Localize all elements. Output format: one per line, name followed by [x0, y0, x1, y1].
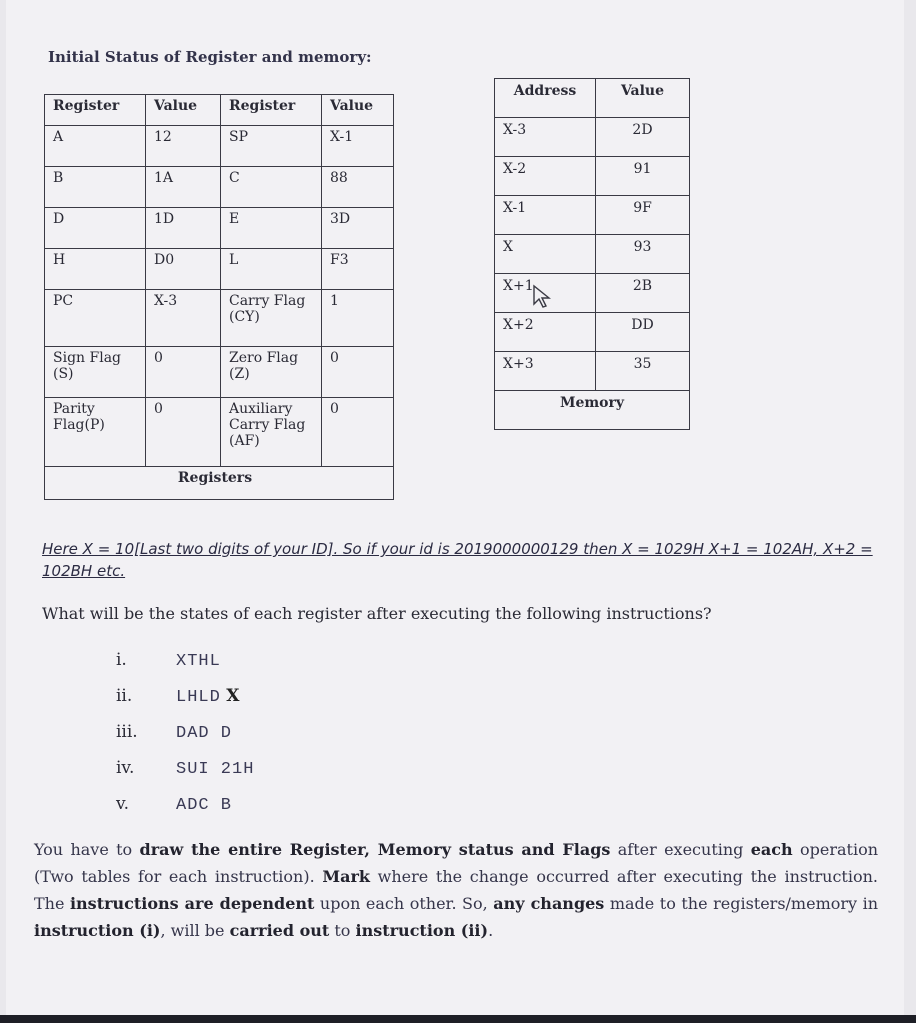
register-name: E — [221, 208, 322, 249]
paragraph-emphasis: instruction (ii) — [355, 921, 489, 940]
register-name: H — [45, 249, 146, 290]
instruction-code: LHLD — [176, 688, 221, 707]
table-row — [45, 347, 394, 398]
register-value: F3 — [322, 249, 394, 290]
flag-name: Auxiliary Carry Flag (AF) — [221, 398, 322, 467]
instruction-item — [116, 650, 221, 671]
register-value: 12 — [146, 126, 221, 167]
table-row — [45, 249, 394, 290]
register-name: A — [45, 126, 146, 167]
table-caption: Memory — [495, 391, 690, 430]
register-value: 88 — [322, 167, 394, 208]
memory-value: 9F — [596, 196, 690, 235]
table-row — [495, 274, 690, 313]
table-header-row — [495, 79, 690, 118]
instruction-item — [116, 758, 254, 779]
column-header: Address — [495, 79, 596, 118]
paragraph-emphasis: Mark — [322, 867, 370, 886]
paragraph-text: operation (Two tables for each instruction). — [34, 840, 878, 886]
register-name: PC — [45, 290, 146, 347]
table-row — [495, 313, 690, 352]
instruction-number: i. — [116, 650, 127, 670]
instruction-item — [116, 722, 232, 743]
register-value: X-1 — [322, 126, 394, 167]
register-name: C — [221, 167, 322, 208]
paragraph-text: upon each other. So, — [314, 894, 494, 913]
paragraph-emphasis: instruction (i) — [34, 921, 161, 940]
question-text: What will be the states of each register after executing the following instructions? — [42, 604, 712, 623]
register-name: D — [45, 208, 146, 249]
mouse-pointer-icon — [530, 284, 558, 310]
screen-bottom-edge — [0, 1015, 916, 1023]
table-row — [495, 118, 690, 157]
paragraph-emphasis: any changes — [493, 894, 605, 913]
register-name: L — [221, 249, 322, 290]
instruction-number: v. — [116, 794, 129, 814]
memory-value: DD — [596, 313, 690, 352]
table-row — [45, 290, 394, 347]
memory-value: 2B — [596, 274, 690, 313]
memory-value: 91 — [596, 157, 690, 196]
memory-address: X-3 — [495, 118, 596, 157]
table-caption: Registers — [45, 467, 394, 500]
register-value: X-3 — [146, 290, 221, 347]
table-row — [495, 157, 690, 196]
memory-table — [494, 78, 690, 430]
flag-value: 0 — [322, 347, 394, 398]
memory-address: X-1 — [495, 196, 596, 235]
caption-row — [45, 467, 394, 500]
instruction-operand: X — [226, 686, 240, 706]
page-heading: Initial Status of Register and memory: — [48, 48, 372, 66]
register-value: 3D — [322, 208, 394, 249]
table-row — [495, 235, 690, 274]
paragraph-emphasis: instructions are dependent — [69, 894, 315, 913]
instruction-code: DAD D — [176, 724, 233, 743]
instruction-item — [116, 794, 232, 815]
table-row — [45, 208, 394, 249]
column-header: Register — [221, 95, 322, 126]
memory-address: X+3 — [495, 352, 596, 391]
instructions-paragraph — [34, 836, 878, 944]
memory-address: X+2 — [495, 313, 596, 352]
register-value: 1A — [146, 167, 221, 208]
flag-value: 0 — [322, 398, 394, 467]
instruction-number: iv. — [116, 758, 135, 778]
paragraph-text: where the change occurred after executing the instruction. The — [34, 867, 878, 913]
instruction-code: ADC B — [176, 796, 233, 815]
column-header: Value — [322, 95, 394, 126]
paragraph-emphasis: each — [750, 840, 793, 859]
memory-value: 93 — [596, 235, 690, 274]
memory-value: 35 — [596, 352, 690, 391]
table-row — [495, 352, 690, 391]
flag-value: 1 — [322, 290, 394, 347]
paragraph-text: . — [488, 921, 494, 940]
column-header: Value — [146, 95, 221, 126]
paragraph-text: to — [329, 921, 356, 940]
table-row — [45, 167, 394, 208]
column-header: Value — [596, 79, 690, 118]
instruction-code: SUI 21H — [176, 760, 255, 779]
table-header-row — [45, 95, 394, 126]
flag-name: Zero Flag (Z) — [221, 347, 322, 398]
memory-address: X+1 — [495, 274, 596, 313]
table-row — [45, 398, 394, 467]
memory-value: 2D — [596, 118, 690, 157]
memory-address: X — [495, 235, 596, 274]
register-name: SP — [221, 126, 322, 167]
table-row — [45, 126, 394, 167]
flag-value: 0 — [146, 347, 221, 398]
register-value: 1D — [146, 208, 221, 249]
flag-name: Sign Flag (S) — [45, 347, 146, 398]
registers-table — [44, 94, 394, 500]
flag-name: Carry Flag (CY) — [221, 290, 322, 347]
instruction-code: XTHL — [176, 652, 221, 671]
instruction-number: iii. — [116, 722, 138, 742]
caption-row — [495, 391, 690, 430]
x-definition-note: Here X = 10[Last two digits of your ID]. So if your id is 2019000000129 then X = 1029H X+1 = 102AH, X+2 = 102BH etc. — [42, 540, 873, 580]
flag-name: Parity Flag(P) — [45, 398, 146, 467]
memory-address: X-2 — [495, 157, 596, 196]
flag-value: 0 — [146, 398, 221, 467]
register-name: B — [45, 167, 146, 208]
paragraph-text: after executing — [610, 840, 751, 859]
paragraph-emphasis: draw the entire Register, Memory status and Flags — [139, 840, 611, 859]
paragraph-text: made to the registers/memory in — [604, 894, 879, 913]
instruction-number: ii. — [116, 686, 133, 706]
instruction-item — [116, 686, 239, 707]
register-value: D0 — [146, 249, 221, 290]
table-row — [495, 196, 690, 235]
paragraph-text: You have to — [34, 840, 140, 859]
paragraph-text: , will be — [160, 921, 230, 940]
column-header: Register — [45, 95, 146, 126]
paragraph-emphasis: carried out — [229, 921, 330, 940]
